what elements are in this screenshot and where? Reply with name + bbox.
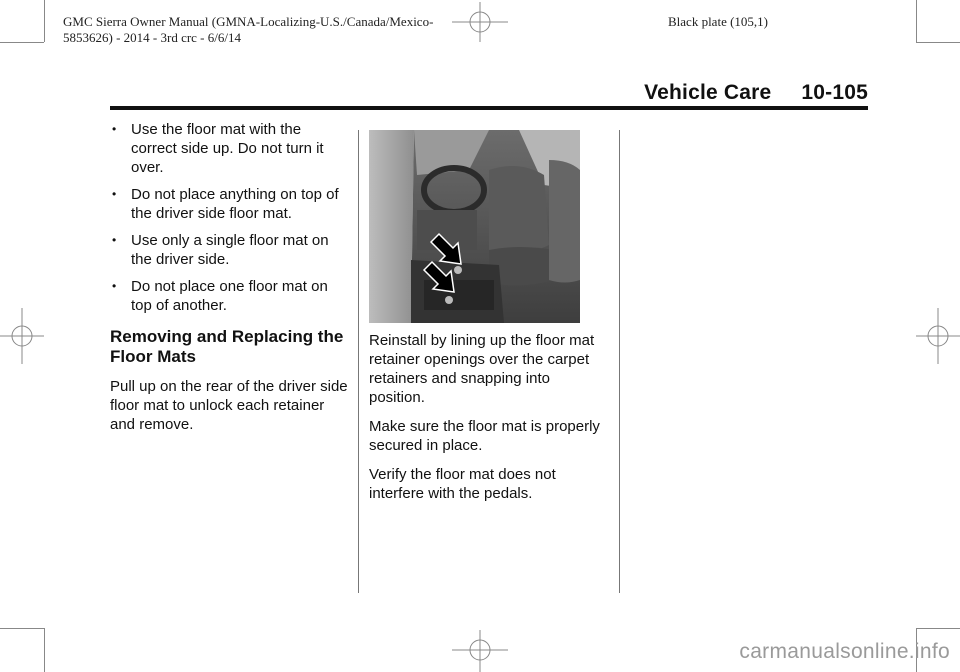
list-item: • Do not place one floor mat on top of another. <box>112 278 328 314</box>
crop-mark <box>916 628 960 629</box>
floor-mat-photo <box>369 130 580 323</box>
print-meta-line2: 5853626) - 2014 - 3rd crc - 6/6/14 <box>63 30 241 45</box>
list-item: • Use the floor mat with the correct side up. Do not turn it over. <box>112 121 324 176</box>
registration-mark-left <box>0 308 44 364</box>
column-divider-left <box>358 130 359 593</box>
registration-mark-right <box>916 308 960 364</box>
crop-mark <box>44 0 45 42</box>
body-paragraph: Pull up on the rear of the driver side floor mat to unlock each retainer and remove. <box>110 378 348 433</box>
body-paragraph: Reinstall by lining up the floor mat retainer openings over the carpet retainers and snapping into position. <box>369 332 595 406</box>
right-column <box>369 130 609 513</box>
bullet-icon: • <box>112 279 117 293</box>
body-paragraph: Make sure the floor mat is properly secured in place. <box>369 418 600 454</box>
watermark: carmanualsonline.info <box>739 640 950 663</box>
black-plate-label: Black plate (105,1) <box>668 14 768 29</box>
bullet-icon: • <box>112 233 117 247</box>
registration-mark-bottom <box>452 630 508 672</box>
crop-mark <box>916 42 960 43</box>
print-meta-line1: GMC Sierra Owner Manual (GMNA-Localizing-U.S./Canada/Mexico- <box>63 14 434 29</box>
registration-mark-top <box>452 2 508 42</box>
crop-mark <box>916 0 917 42</box>
print-metadata <box>63 14 433 46</box>
section-heading: Removing and Replacing the Floor Mats <box>110 327 344 366</box>
bullet-icon: • <box>112 187 117 201</box>
list-item: • Do not place anything on top of the driver side floor mat. <box>112 186 339 222</box>
column-divider-right <box>619 130 620 593</box>
bullet-list <box>110 120 350 315</box>
left-column <box>110 120 350 444</box>
page-number: 10-105 <box>801 81 868 104</box>
list-item: • Use only a single floor mat on the driver side. <box>112 232 329 268</box>
crop-mark <box>0 42 44 43</box>
body-paragraph: Verify the floor mat does not interfere with the pedals. <box>369 466 556 502</box>
page-header <box>644 81 868 105</box>
section-title: Vehicle Care <box>644 81 772 104</box>
bullet-icon: • <box>112 122 117 136</box>
header-rule <box>110 106 868 110</box>
crop-mark <box>44 628 45 672</box>
crop-mark <box>0 628 44 629</box>
